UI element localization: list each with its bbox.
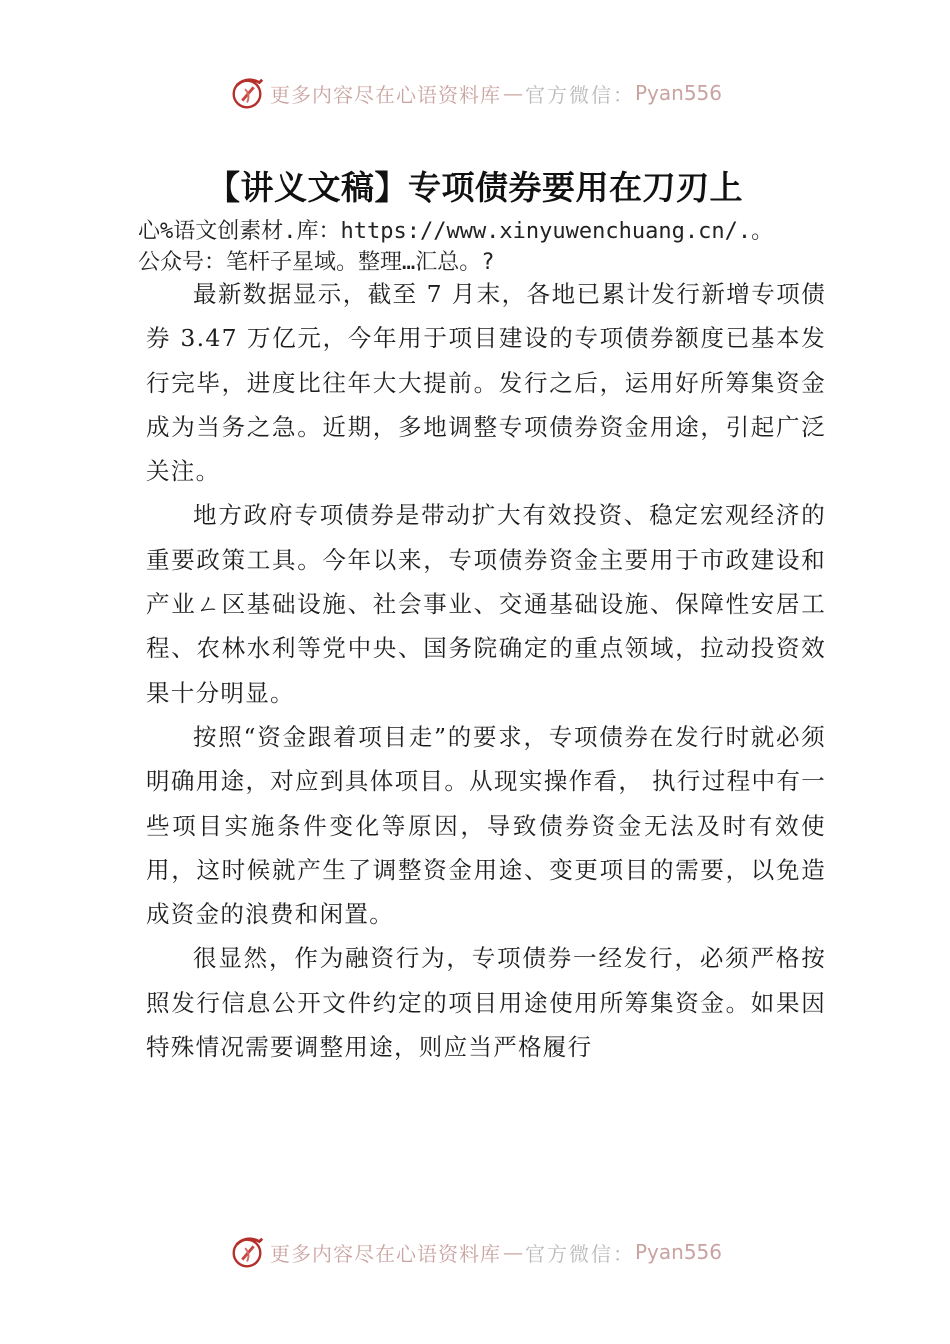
document-title: 【讲义文稿】专项债券要用在刀刃上 [207, 168, 743, 207]
watermark-wechat-id: Pyan556 [634, 1240, 722, 1264]
paragraph: 按照“资金跟着项目走”的要求，专项债券在发行时就必须明确用途，对应到具体项目。从现实操作看， 执行过程中有一些项目实施条件变化等原因，导致债券资金无法及时有效使用，这时候就产生了调整资金用途、变更项目的需要，以免造成资金的浪费和闲置。 [146, 722, 826, 929]
footer-watermark [0, 1232, 950, 1272]
logo-icon [228, 1233, 266, 1271]
article-body [146, 272, 826, 1069]
watermark-text: 更多内容尽在心语资料库 [269, 1241, 501, 1266]
paragraph: 地方政府专项债券是带动扩大有效投资、稳定宏观经济的重要政策工具。今年以来，专项债券资金主要用于市政建设和产业ㄥ区基础设施、社会事业、交通基础设施、保障性安居工程、农林水利等党中央、国务院确定的重点领域，拉动投资效果十分明显。 [146, 501, 826, 707]
watermark-wechat-id: Pyan556 [634, 81, 722, 105]
watermark-wechat-label: 官方微信： [524, 1241, 635, 1266]
logo-icon [228, 74, 266, 112]
watermark-dash: — [502, 81, 523, 105]
source-line-2: 公众号：笔杆子星域。整理…汇总。? [138, 250, 495, 275]
header-watermark [0, 73, 950, 113]
paragraph: 最新数据显示，截至 7 月末，各地已累计发行新增专项债券 3.47 万亿元，今年用于项目建设的专项债券额度已基本发行完毕，进度比往年大大提前。发行之后，运用好所筹集资金成为当务之急。近期，多地调整专项债券资金用途，引起广泛关注。 [146, 280, 826, 486]
source-line-1: 心%语文创素材.库：https://www.xinyuwenchuang.cn/.。 [138, 219, 774, 244]
paragraph: 很显然，作为融资行为，专项债券一经发行，必须严格按照发行信息公开文件约定的项目用途使用所筹集资金。如果因特殊情况需要调整用途，则应当严格履行 [146, 944, 826, 1062]
watermark-wechat-label: 官方微信： [524, 82, 635, 107]
watermark-text: 更多内容尽在心语资料库 [269, 82, 501, 107]
watermark-dash: — [502, 1240, 523, 1264]
